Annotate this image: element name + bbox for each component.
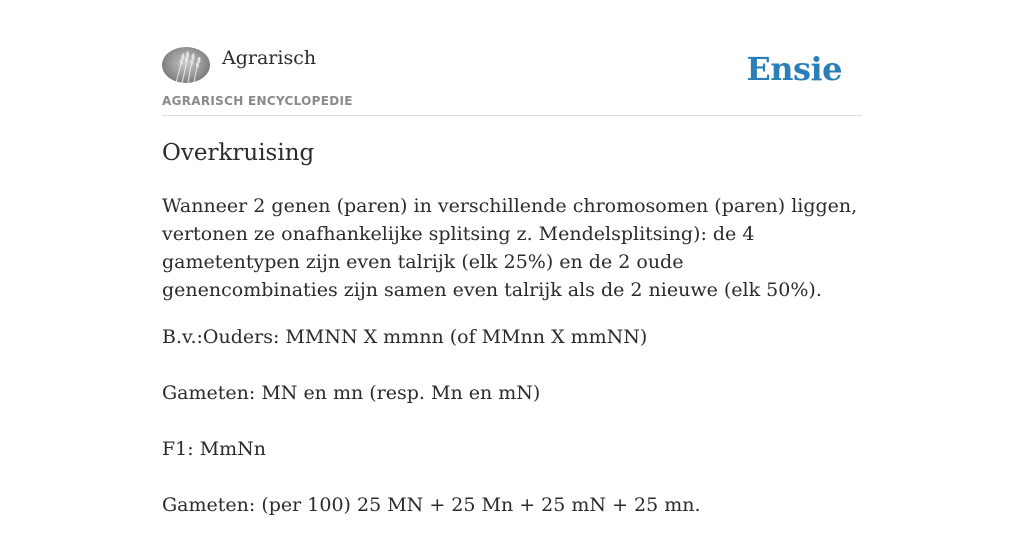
site-subtitle: AGRARISCH ENCYCLOPEDIE [162, 94, 353, 108]
article-paragraph: F1: MmNn [162, 438, 267, 460]
ensie-logo[interactable]: Ensie [746, 50, 842, 88]
article-paragraph: B.v.:Ouders: MMNN X mmnn (of MMnn X mmNN) [162, 326, 648, 348]
article-paragraph: Gameten: MN en mn (resp. Mn en mN) [162, 382, 541, 404]
article-paragraph: Gameten: (per 100) 25 MN + 25 Mn + 25 mN + 25 mn. [162, 494, 701, 516]
article-paragraph: Wanneer 2 genen (paren) in verschillende chromosomen (paren) liggen, vertonen ze onafhankelijke splitsing z. Mendelsplitsing): de 4 gametentypen zijn even talrijk (elk 25%) en de 2 oude genencombinaties zijn samen even talrijk als de 2 nieuwe (elk 50%). [162, 195, 858, 301]
wheat-icon[interactable] [162, 47, 210, 83]
article-body [162, 192, 862, 547]
site-header [162, 46, 862, 116]
site-name[interactable]: Agrarisch [222, 47, 317, 69]
header-divider [162, 115, 862, 116]
article-title: Overkruising [162, 140, 315, 166]
